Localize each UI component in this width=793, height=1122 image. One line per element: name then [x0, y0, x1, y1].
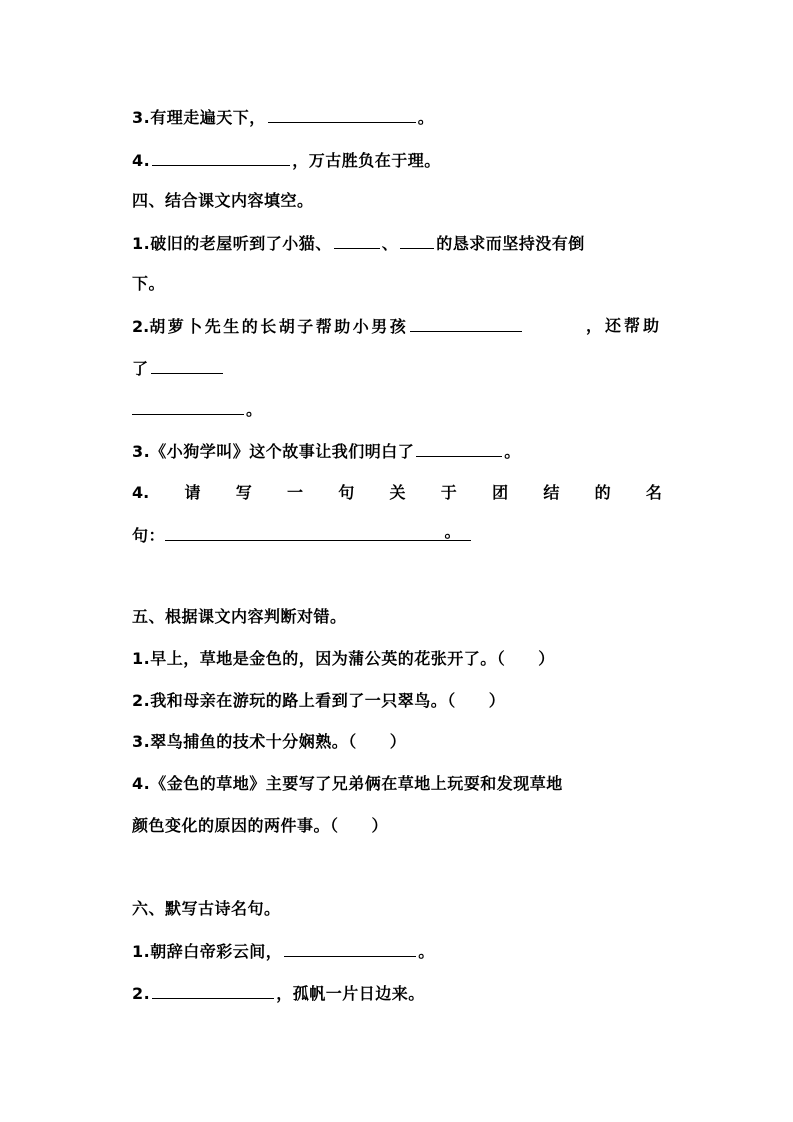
question-5-3 — [132, 731, 406, 753]
answer-blank[interactable] — [416, 440, 502, 457]
question-text: 破旧的老屋听到了小猫、 — [150, 234, 332, 253]
question-3-4 — [132, 149, 441, 172]
question-number: 1. — [132, 942, 151, 961]
section-6-heading: 六、默写古诗名句。 — [132, 899, 281, 918]
question-number: 4. — [132, 483, 150, 502]
question-text: 、 — [381, 234, 399, 253]
question-char: 团 — [492, 483, 509, 502]
question-text: 。 — [444, 522, 462, 541]
question-text: 。 — [246, 400, 263, 419]
answer-blank[interactable] — [152, 982, 274, 999]
question-char: 关 — [389, 483, 406, 502]
question-number: 1. — [132, 234, 151, 253]
question-number: 3. — [132, 442, 151, 461]
question-4-4-cont — [132, 524, 471, 547]
question-text: 。 — [504, 442, 521, 461]
section-5-heading: 五、根据课文内容判断对错。 — [132, 607, 347, 626]
question-number: 2. — [132, 317, 150, 336]
question-text: ，还帮助 — [585, 316, 662, 335]
question-char: 名 — [645, 483, 662, 502]
answer-blank[interactable] — [152, 149, 290, 166]
question-6-1 — [132, 940, 435, 963]
question-5-4-cont: 颜色变化的原因的两件事。（ ） — [132, 816, 389, 835]
answer-blank[interactable] — [284, 940, 416, 957]
question-number: 4. — [132, 151, 151, 170]
question-text: 《小狗学叫》这个故事让我们明白了 — [150, 442, 415, 461]
question-number: 4. — [132, 774, 151, 793]
question-3-3 — [132, 106, 434, 129]
question-text: 了 — [132, 359, 149, 378]
question-char: 的 — [594, 483, 611, 502]
question-text: 翠鸟捕鱼的技术十分娴熟。（ ） — [150, 732, 407, 751]
question-number: 1. — [132, 649, 151, 668]
question-number: 3. — [132, 732, 151, 751]
question-char: 一 — [287, 483, 304, 502]
question-char: 于 — [440, 483, 457, 502]
question-5-4 — [132, 773, 563, 795]
question-text: 《金色的草地》主要写了兄弟俩在草地上玩耍和发现草地 — [150, 774, 563, 793]
question-6-2 — [132, 982, 425, 1005]
question-text: ，万古胜负在于理。 — [292, 151, 441, 170]
answer-blank[interactable] — [132, 398, 244, 415]
question-text: 早上，草地是金色的，因为蒲公英的花张开了。（ ） — [150, 649, 555, 668]
answer-blank[interactable] — [400, 232, 434, 249]
section-4-heading: 四、结合课文内容填空。 — [132, 191, 314, 210]
answer-blank[interactable] — [165, 524, 471, 541]
question-text: 有理走遍天下， — [150, 108, 266, 127]
question-4-1-cont: 下。 — [132, 274, 166, 293]
question-char: 写 — [235, 483, 252, 502]
question-4-2 — [132, 315, 662, 338]
question-5-2 — [132, 690, 505, 712]
question-char: 请 — [184, 483, 201, 502]
answer-blank[interactable] — [410, 315, 522, 332]
question-text: 胡萝卜先生的长胡子帮助小男孩 — [149, 317, 409, 336]
question-4-1 — [132, 232, 585, 255]
question-number: 2. — [132, 691, 151, 710]
question-number: 2. — [132, 984, 151, 1003]
question-text: 我和母亲在游玩的路上看到了一只翠鸟。（ ） — [150, 691, 506, 710]
question-char: 结 — [543, 483, 560, 502]
question-text: 朝辞白帝彩云间， — [150, 942, 283, 961]
question-text: 句： — [132, 526, 166, 545]
question-number: 3. — [132, 108, 151, 127]
question-4-3 — [132, 440, 521, 463]
question-5-1 — [132, 648, 555, 670]
answer-blank[interactable] — [268, 106, 416, 123]
question-4-4 — [132, 482, 662, 504]
question-text: ，孤帆一片日边来。 — [276, 984, 425, 1003]
question-4-2-cont — [132, 357, 225, 380]
question-text: 的恳求而坚持没有倒 — [436, 234, 585, 253]
question-text: 。 — [417, 108, 435, 127]
answer-blank[interactable] — [151, 357, 223, 374]
answer-blank[interactable] — [334, 232, 380, 249]
question-char: 句 — [338, 483, 355, 502]
question-text: 。 — [418, 942, 435, 961]
question-4-2-end — [132, 398, 263, 421]
